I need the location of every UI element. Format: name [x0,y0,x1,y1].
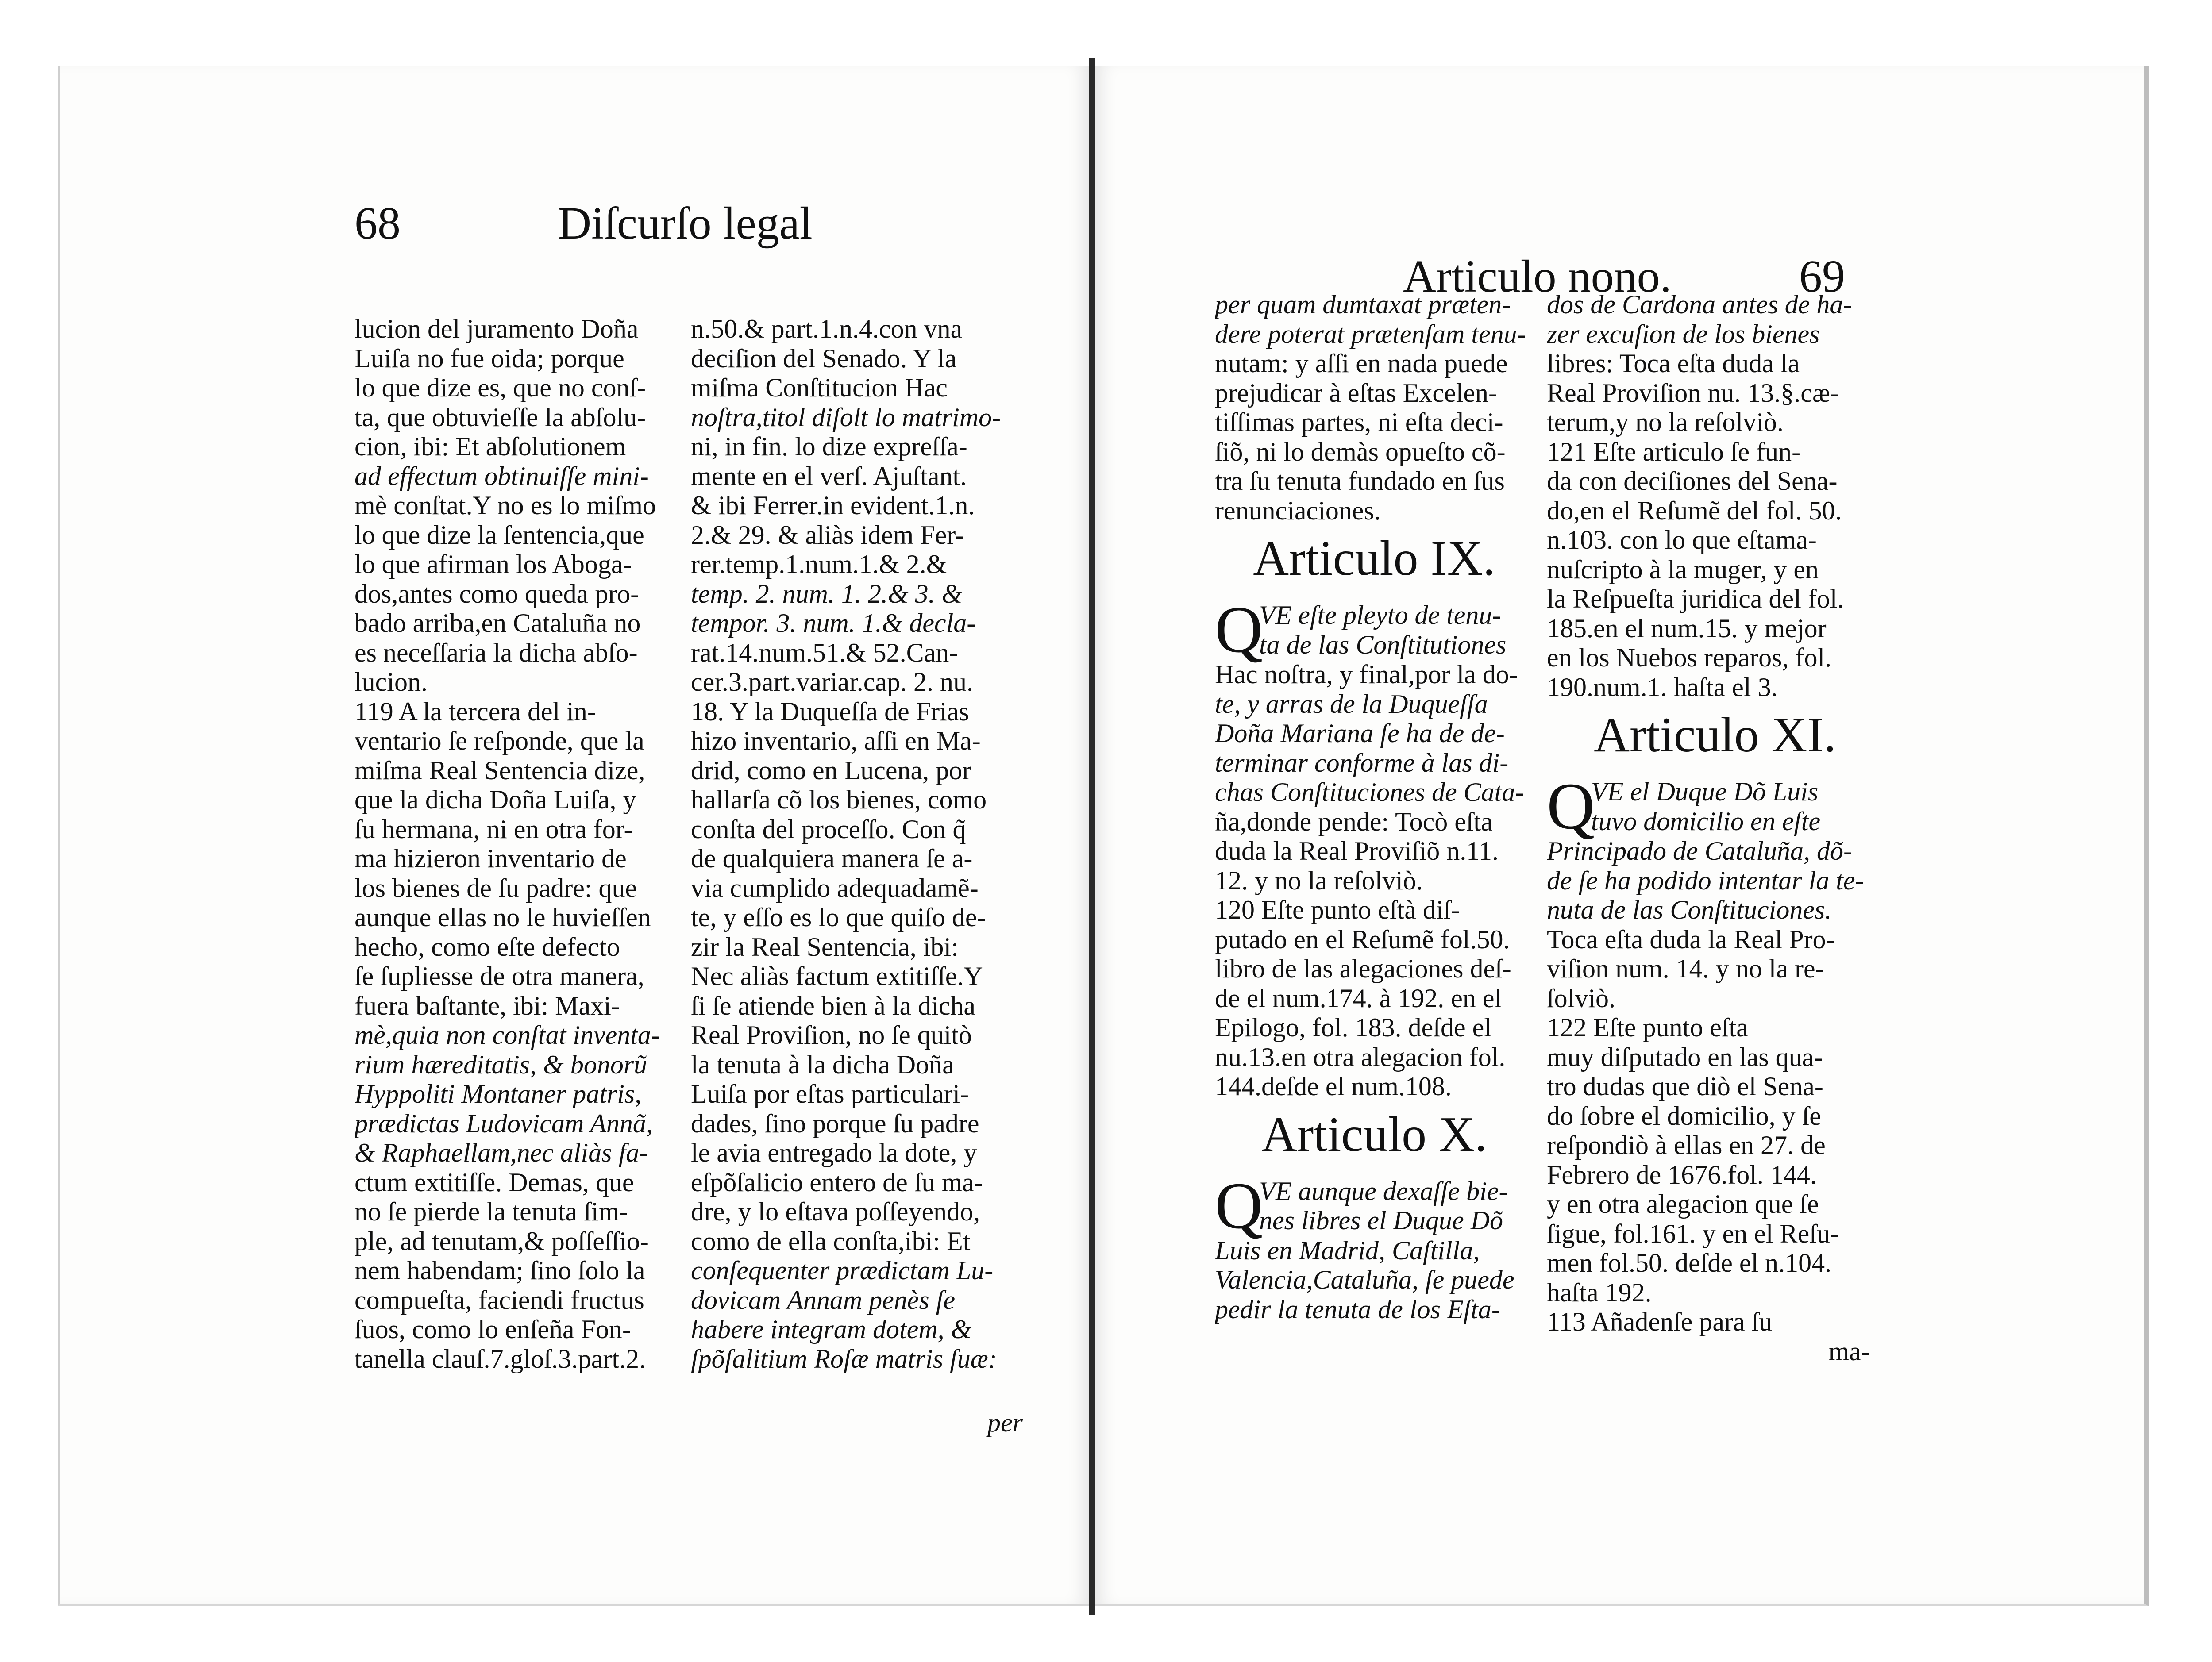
text-line: hallarſa cõ los bienes, como [691,785,987,814]
text-line: & ibi Ferrer.in evident.1.n. [691,491,975,520]
text-line: lo que dize es, que no conſ- [355,373,646,402]
text-line: 144.deſde el num.108. [1215,1072,1452,1101]
text-line: cion, ibi: Et abſolutionem [355,432,626,461]
text-line: la Reſpueſta juridica del fol. [1547,584,1844,613]
text-line: do ſobre el domicilio, y ſe [1547,1101,1821,1131]
text-line: 2.& 29. & aliàs idem Fer- [691,520,964,550]
text-line: libres: Toca eſta duda la [1547,349,1800,378]
left-catchword-wrap [691,1408,1036,1438]
text-line: viſion num. 14. y no la re- [1547,954,1824,983]
text-line: aunque ellas no le huvieſſen [355,903,651,932]
book-gutter [1089,58,1095,1615]
text-line: y en otra alegacion que ſe [1547,1189,1819,1219]
text-line: ad effectum obtinuiſſe mini- [355,461,649,491]
text-line: do,en el Reſumẽ del fol. 50. [1547,496,1842,525]
heading-articulo-xi: Articulo XI. [1594,708,1836,762]
left-header [60,195,1089,265]
text-line: muy diſputado en las qua- [1547,1042,1823,1072]
catchword-right: ma- [1828,1336,1870,1366]
text-line: ta de las Conſtitutiones [1259,630,1507,659]
text-line: dos,antes como queda pro- [355,579,640,608]
text-line: tiſſimas partes, ni eſta deci- [1215,408,1503,437]
text-line: temp. 2. num. 1. 2.& 3. & [691,579,963,608]
text-line: Febrero de 1676.fol. 144. [1547,1160,1817,1189]
text-line: mè conſtat.Y no es lo miſmo [355,491,656,520]
text-line: haſta 192. [1547,1277,1652,1307]
text-line: miſma Conſtitucion Hac [691,373,948,402]
text-line: mè,quia non conſtat inventa- [355,1020,660,1050]
drop-cap-letter: Q [1215,593,1263,666]
left-column-2 [691,314,1036,1373]
articulo-ix-paragraph [1215,593,1534,666]
articulo-x-paragraph [1215,1169,1534,1243]
text-line: rat.14.num.51.& 52.Can- [691,638,958,667]
text-line: Real Proviſion nu. 13.§.cæ- [1547,378,1839,408]
text-line: ña,donde pende: Tocò eſta [1215,807,1493,836]
text-line: Doña Mariana ſe ha de de- [1215,719,1505,748]
text-line: n.50.& part.1.n.4.con vna [691,314,963,343]
text-line: 18. Y la Duqueſſa de Frias [691,696,969,726]
text-line: ſu hermana, ni en otra for- [355,814,633,844]
text-line: nuta de las Conſtituciones. [1547,895,1832,924]
text-line: Hac noſtra, y final,por la do- [1215,660,1518,689]
text-line: dere poterat prætenſam tenu- [1215,319,1526,349]
text-line: conſequenter prædictam Lu- [691,1256,994,1285]
text-line: Principado de Cataluña, dõ- [1547,836,1852,866]
text-line: Luiſa no fue oida; porque [355,343,624,373]
text-line: dre, y lo eſtava poſſeyendo, [691,1197,980,1226]
text-line: Luiſa por eſtas particulari- [691,1079,969,1108]
text-line: te, y arras de la Duqueſſa [1215,689,1488,719]
text-line: en los Nuebos reparos, fol. [1547,643,1832,672]
text-line: ſpõſalitium Roſæ matris ſuæ: [691,1344,997,1373]
text-line: VE eſte pleyto de tenu- [1259,600,1501,630]
text-line: lucion. [355,667,428,696]
text-line: nutam: y aſſi en nada puede [1215,349,1508,378]
text-line: mente en el verſ. Ajuſtant. [691,461,967,491]
articulo-ix-continuation [1215,660,1534,1101]
drop-cap-letter: Q [1547,769,1595,843]
left-column-1 [355,314,673,1373]
text-line: habere integram dotem, & [691,1315,972,1344]
text-line: lo que afirman los Aboga- [355,550,632,579]
text-line: te, y eſſo es lo que quiſo de- [691,903,986,932]
text-line: bado arriba,en Cataluña no [355,608,641,638]
right-column-2 [1547,290,1883,1366]
text-line: ctum extitiſſe. Demas, que [355,1167,634,1197]
text-line: hizo inventario, aſſi en Ma- [691,726,981,755]
text-line: 120 Eſte punto eſtà diſ- [1215,895,1460,924]
text-line: drid, como en Lucena, por [691,755,971,785]
text-line: nu.13.en otra alegacion fol. [1215,1042,1506,1072]
text-line: eſpõſalicio entero de ſu ma- [691,1167,983,1197]
text-line: ſi ſe atiende bien à la dicha [691,991,976,1020]
text-line: per quam dumtaxat præten- [1215,290,1511,319]
text-line: deciſion del Senado. Y la [691,343,957,373]
text-line: 190.num.1. haſta el 3. [1547,672,1778,702]
text-line: nuſcripto à la muger, y en [1547,554,1819,584]
text-line: ple, ad tenutam,& poſſeſſio- [355,1226,649,1256]
text-line: es neceſſaria la dicha abſo- [355,638,638,667]
page-number-right: 69 [1799,251,1845,302]
text-line: Hyppoliti Montaner patris, [355,1079,642,1108]
text-line: VE aunque dexaſſe bie- [1259,1176,1508,1206]
text-line: ni, in fin. lo dize expreſſa- [691,432,967,461]
text-line: ſigue, fol.161. y en el Reſu- [1547,1219,1839,1248]
text-line: Valencia,Cataluña, ſe puede [1215,1265,1514,1294]
text-line: hecho, como eſte defecto [355,932,620,962]
text-line: VE el Duque Dõ Luis [1591,777,1819,806]
text-line: duda la Real Proviſiõ n.11. [1215,836,1499,866]
articulo-xi-paragraph [1547,769,1883,843]
text-line: libro de las alegaciones deſ- [1215,954,1511,983]
text-line: ſe ſupliesse de otra manera, [355,962,644,991]
text-line: via cumplido adequadamẽ- [691,873,979,903]
text-line: la tenuta à la dicha Doña [691,1050,954,1079]
running-head-right: Articulo nono. [1403,251,1672,302]
text-line: n.103. con lo que eſtama- [1547,525,1817,554]
text-line: zir la Real Sentencia, ibi: [691,932,959,962]
text-line: da con deciſiones del Sena- [1547,466,1838,496]
text-line: 12. y no la reſolviò. [1215,866,1423,895]
text-line: men fol.50. deſde el n.104. [1547,1248,1832,1277]
text-line: terminar conforme à las di- [1215,748,1509,777]
text-line: no ſe pierde la tenuta ſim- [355,1197,628,1226]
text-line: chas Conſtituciones de Cata- [1215,777,1524,807]
right-column-1 [1215,290,1534,1324]
text-line: Nec aliàs factum extitiſſe.Y [691,962,983,991]
text-line: lucion del juramento Doña [355,314,639,343]
page-number-left: 68 [355,198,401,249]
text-line: Toca eſta duda la Real Pro- [1547,924,1835,954]
text-line: rer.temp.1.num.1.& 2.& [691,550,947,579]
text-line: ta, que obtuvieſſe la abſolu- [355,402,646,432]
text-line: noſtra,titol diſolt lo matrimo- [691,402,1001,432]
text-line: 185.en el num.15. y mejor [1547,613,1827,643]
text-line: & Raphaellam,nec aliàs fa- [355,1138,648,1167]
text-line: como de ella conſta,ibi: Et [691,1226,971,1256]
text-line: que la dicha Doña Luiſa, y [355,785,636,814]
text-line: nes libres el Duque Dõ [1259,1206,1503,1235]
text-line: zer excuſion de los bienes [1547,319,1820,349]
text-line: 119 A la tercera del in- [355,696,596,726]
heading-articulo-x: Articulo X. [1261,1107,1488,1162]
text-line: renunciaciones. [1215,496,1381,525]
text-line: conſta del proceſſo. Con q̃ [691,814,966,844]
text-line: ſiõ, ni lo demàs opueſto cõ- [1215,437,1506,466]
text-line: compueſta, faciendi fructus [355,1285,644,1315]
drop-cap-letter: Q [1215,1169,1263,1243]
text-line: pedir la tenuta de los Eſta- [1215,1294,1500,1324]
text-line: dos de Cardona antes de ha- [1547,290,1852,319]
text-line: prædictas Ludovicam Annã, [355,1108,653,1138]
text-line: ſolviò. [1547,983,1616,1013]
text-line: dades, ſino porque ſu padre [691,1108,979,1138]
text-line: de ſe ha podido intentar la te- [1547,866,1864,895]
articulo-x-continuation [1215,1236,1534,1324]
text-line: lo que dize la ſentencia,que [355,520,644,550]
heading-articulo-ix: Articulo IX. [1253,531,1495,586]
right-page [1095,66,2149,1606]
text-line: 122 Eſte punto eſta [1547,1013,1748,1042]
text-line: miſma Real Sentencia dize, [355,755,645,785]
text-line: Epilogo, fol. 183. deſde el [1215,1013,1491,1042]
text-line: Real Proviſion, no ſe quitò [691,1020,972,1050]
text-line: 113 Añadenſe para ſu [1547,1307,1773,1336]
text-line: ſuos, como lo enſeña Fon- [355,1315,631,1344]
text-line: tuvo domicilio en eſte [1591,806,1821,836]
text-line: terum,y no la reſolviò. [1547,408,1784,437]
text-line: dovicam Annam penès ſe [691,1285,956,1315]
text-line: tra ſu tenuta fundado en ſus [1215,466,1505,496]
text-line: los bienes de ſu padre: que [355,873,637,903]
text-line: nem habendam; ſino ſolo la [355,1256,645,1285]
text-line: cer.3.part.variar.cap. 2. nu. [691,667,974,696]
articulo-xi-continuation [1547,836,1883,1337]
text-line: putado en el Reſumẽ fol.50. [1215,924,1510,954]
text-line: Luis en Madrid, Caſtilla, [1215,1235,1480,1265]
text-line: de qualquiera manera ſe a- [691,844,973,873]
text-line: rium hæreditatis, & bonorũ [355,1050,647,1079]
text-line: ventario ſe reſponde, que la [355,726,644,755]
text-line: ma hizieron inventario de [355,844,627,873]
text-line: tro dudas que diò el Sena- [1547,1072,1823,1101]
text-line: reſpondiò à ellas en 27. de [1547,1131,1826,1160]
text-line: 121 Eſte articulo ſe fun- [1547,437,1801,466]
catchword-left: per [987,1408,1023,1437]
text-line: tanella clauſ.7.gloſ.3.part.2. [355,1344,646,1373]
text-line: de el num.174. à 192. en el [1215,983,1502,1013]
text-line: prejudicar à eſtas Excelen- [1215,378,1497,408]
left-page [58,66,1089,1606]
running-head-left: Diſcurſo legal [558,198,813,249]
text-line: le avia entregado la dote, y [691,1138,977,1167]
text-line: fuera baſtante, ibi: Maxi- [355,991,620,1020]
text-line: tempor. 3. num. 1.& decla- [691,608,976,638]
